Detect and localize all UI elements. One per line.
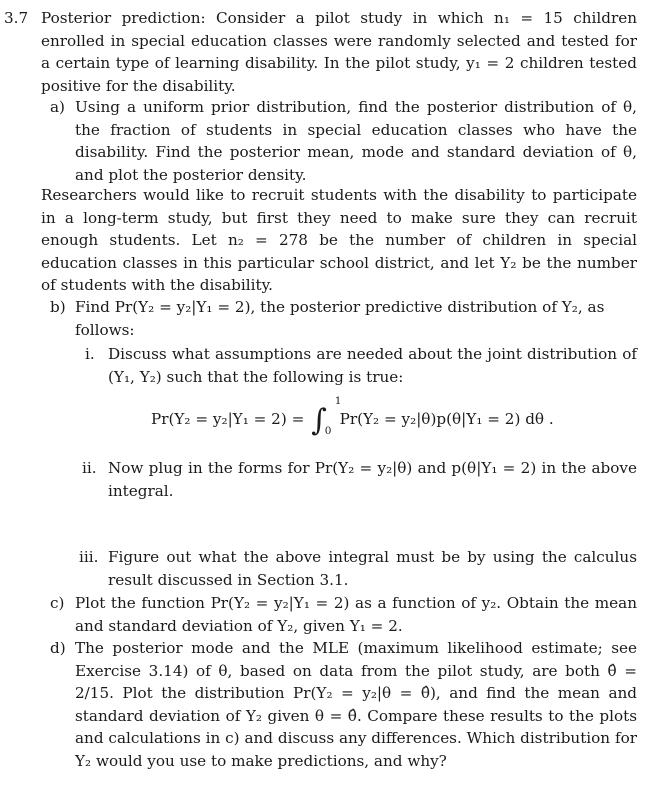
integral-lower-limit: 0 <box>324 425 332 437</box>
integral-upper-limit: 1 <box>334 395 342 407</box>
equation-integrand: Pr(Y₂ = y₂|θ)p(θ|Y₁ = 2) dθ . <box>339 410 554 428</box>
part-c-text: Plot the function Pr(Y₂ = y₂|Y₁ = 2) as a function of y₂. Obtain the mean and standard deviation of Y₂, given Y₁ = 2. <box>75 594 637 635</box>
part-a-text: Using a uniform prior distribution, find the posterior distribution of θ, the fraction of students in special education classes who have the disability. Find the posterior mean, mode and standard deviation of θ, and plot the posterior density. <box>75 98 637 184</box>
part-b-text: Find Pr(Y₂ = y₂|Y₁ = 2), the posterior predictive distribution of Y₂, as follows: <box>75 298 605 339</box>
part-b-i-label: i. <box>85 345 95 363</box>
middle-paragraph: Researchers would like to recruit students with the disability to participate in a long-term study, but first they need to make sure they can recruit enough students. Let n₂ = 278 be the number of children in special education classes in this particular school district, and let Y₂ be the number of students with the disability. <box>41 186 637 294</box>
part-b-iii-text: Figure out what the above integral must be by using the calculus result discussed in Section 3.1. <box>108 548 637 589</box>
part-d-label: d) <box>50 639 66 657</box>
posterior-predictive-equation <box>151 395 554 438</box>
part-b-ii-text: Now plug in the forms for Pr(Y₂ = y₂|θ) and p(θ|Y₁ = 2) in the above integral. <box>108 459 637 500</box>
problem-number: 3.7 <box>4 9 29 27</box>
part-d-text: The posterior mode and the MLE (maximum likelihood estimate; see Exercise 3.14) of θ, based on data from the pilot study, are both θ̂ = 2/15. Plot the distribution Pr(Y₂ = y₂|θ = θ̂), and find the mean and standard deviation of Y₂ given θ = θ̂. Compare these results to the plots and calculations in c) and discuss any differences. Which distribution for Y₂ would you use to make predictions, and why? <box>75 639 637 770</box>
part-a-label: a) <box>50 98 65 116</box>
part-b-label: b) <box>50 298 66 316</box>
part-b-i-text: Discuss what assumptions are needed about the joint distribution of (Y₁, Y₂) such that the following is true: <box>108 345 637 386</box>
part-b-ii-label: ii. <box>82 459 97 477</box>
equation-lhs: Pr(Y₂ = y₂|Y₁ = 2) = <box>151 410 305 428</box>
integral-sign: ∫ <box>311 403 327 438</box>
part-b-iii-label: iii. <box>79 548 99 566</box>
problem-intro: Posterior prediction: Consider a pilot study in which n₁ = 15 children enrolled in special education classes were randomly selected and tested for a certain type of learning disability. In the pilot study, y₁ = 2 children tested positive for the disability. <box>41 9 637 95</box>
part-c-label: c) <box>50 594 65 612</box>
